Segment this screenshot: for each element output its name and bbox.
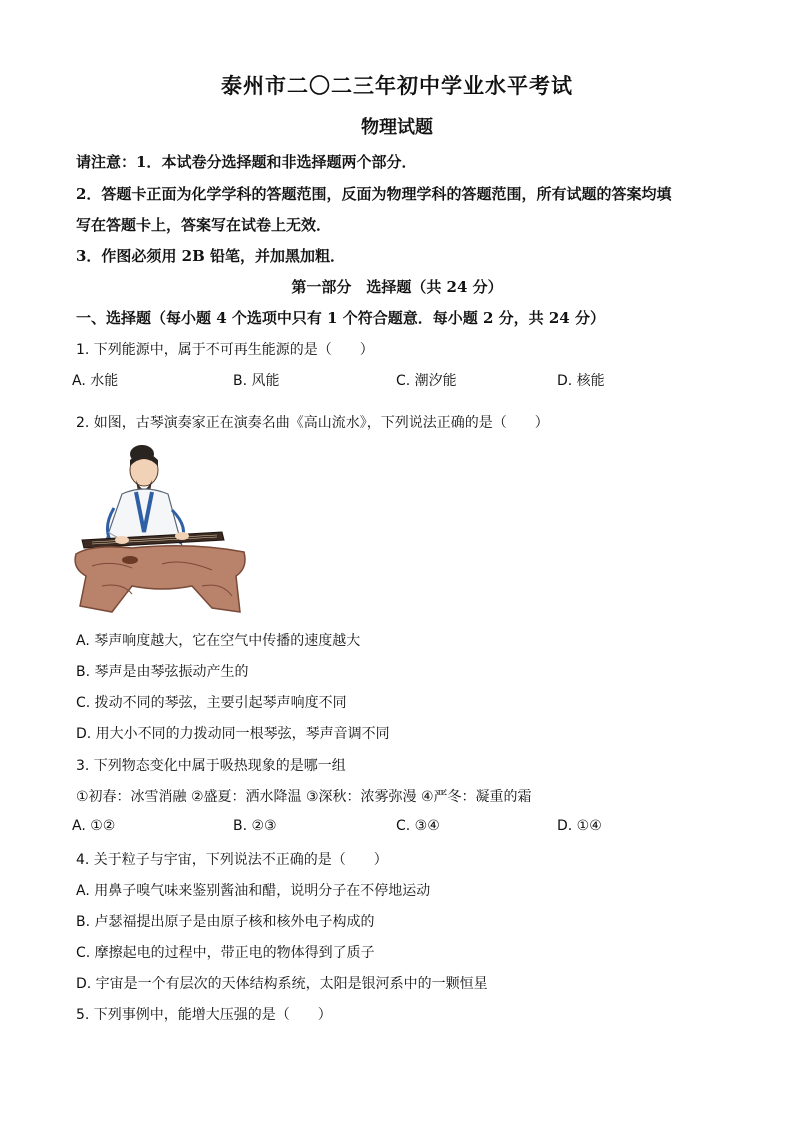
question-2-option-a: A. 琴声响度越大，它在空气中传播的速度越大 (76, 633, 361, 649)
question-3-stem: 3. 下列物态变化中属于吸热现象的是哪一组 (76, 758, 346, 774)
question-4-option-d: D. 宇宙是一个有层次的天体结构系统，太阳是银河系中的一颗恒星 (76, 976, 488, 992)
note-line-1: 请注意：1．本试卷分选择题和非选择题两个部分． (76, 153, 417, 171)
exam-title: 泰州市二〇二三年初中学业水平考试 (221, 73, 573, 98)
question-1-option-b: B. 风能 (233, 373, 280, 389)
question-3-option-d: D. ①④ (557, 818, 602, 834)
question-2-option-c: C. 拨动不同的琴弦，主要引起琴声响度不同 (76, 695, 347, 711)
question-1-option-a: A. 水能 (72, 373, 119, 389)
note-line-3: 写在答题卡上，答案写在试卷上无效． (76, 216, 332, 234)
question-2-option-d: D. 用大小不同的力拨动同一根琴弦，琴声音调不同 (76, 726, 390, 742)
incense-burner (122, 556, 138, 564)
question-2-option-b: B. 琴声是由琴弦振动产生的 (76, 664, 249, 680)
question-3-option-b: B. ②③ (233, 818, 277, 834)
left-hand (115, 536, 129, 544)
question-1-option-d: D. 核能 (557, 373, 605, 389)
note-line-4: 3．作图必须用 2B 铅笔，并加黑加粗． (76, 247, 345, 265)
question-4-option-c: C. 摩擦起电的过程中，带正电的物体得到了质子 (76, 945, 375, 961)
question-4-option-a: A. 用鼻子嗅气味来鉴别酱油和醋，说明分子在不停地运动 (76, 883, 431, 899)
question-5-stem: 5. 下列事例中，能增大压强的是（ ） (76, 1007, 332, 1023)
stone-table (75, 546, 245, 612)
question-4-stem: 4. 关于粒子与宇宙，下列说法不正确的是（ ） (76, 852, 388, 868)
question-2-stem: 2. 如图，古琴演奏家正在演奏名曲《高山流水》，下列说法正确的是（ ） (76, 415, 549, 431)
section-title: 一、选择题（每小题 4 个选项中只有 1 个符合题意．每小题 2 分，共 24 分） (76, 309, 605, 327)
question-3-option-a: A. ①② (72, 818, 116, 834)
note-line-2: 2．答题卡正面为化学学科的答题范围，反面为物理学科的答题范围，所有试题的答案均填 (76, 185, 672, 203)
part-title: 第一部分 选择题（共 24 分） (291, 278, 503, 296)
question-3-option-c: C. ③④ (396, 818, 440, 834)
right-hand (175, 532, 189, 540)
question-1-stem: 1. 下列能源中，属于不可再生能源的是（ ） (76, 342, 374, 358)
question-1-option-c: C. 潮汐能 (396, 373, 457, 389)
guqin-player-illustration (72, 436, 250, 616)
question-4-option-b: B. 卢瑟福提出原子是由原子核和核外电子构成的 (76, 914, 375, 930)
question-3-items: ①初春：冰雪消融 ②盛夏：洒水降温 ③深秋：浓雾弥漫 ④严冬：凝重的霜 (76, 789, 532, 805)
exam-subtitle: 物理试题 (361, 117, 433, 138)
